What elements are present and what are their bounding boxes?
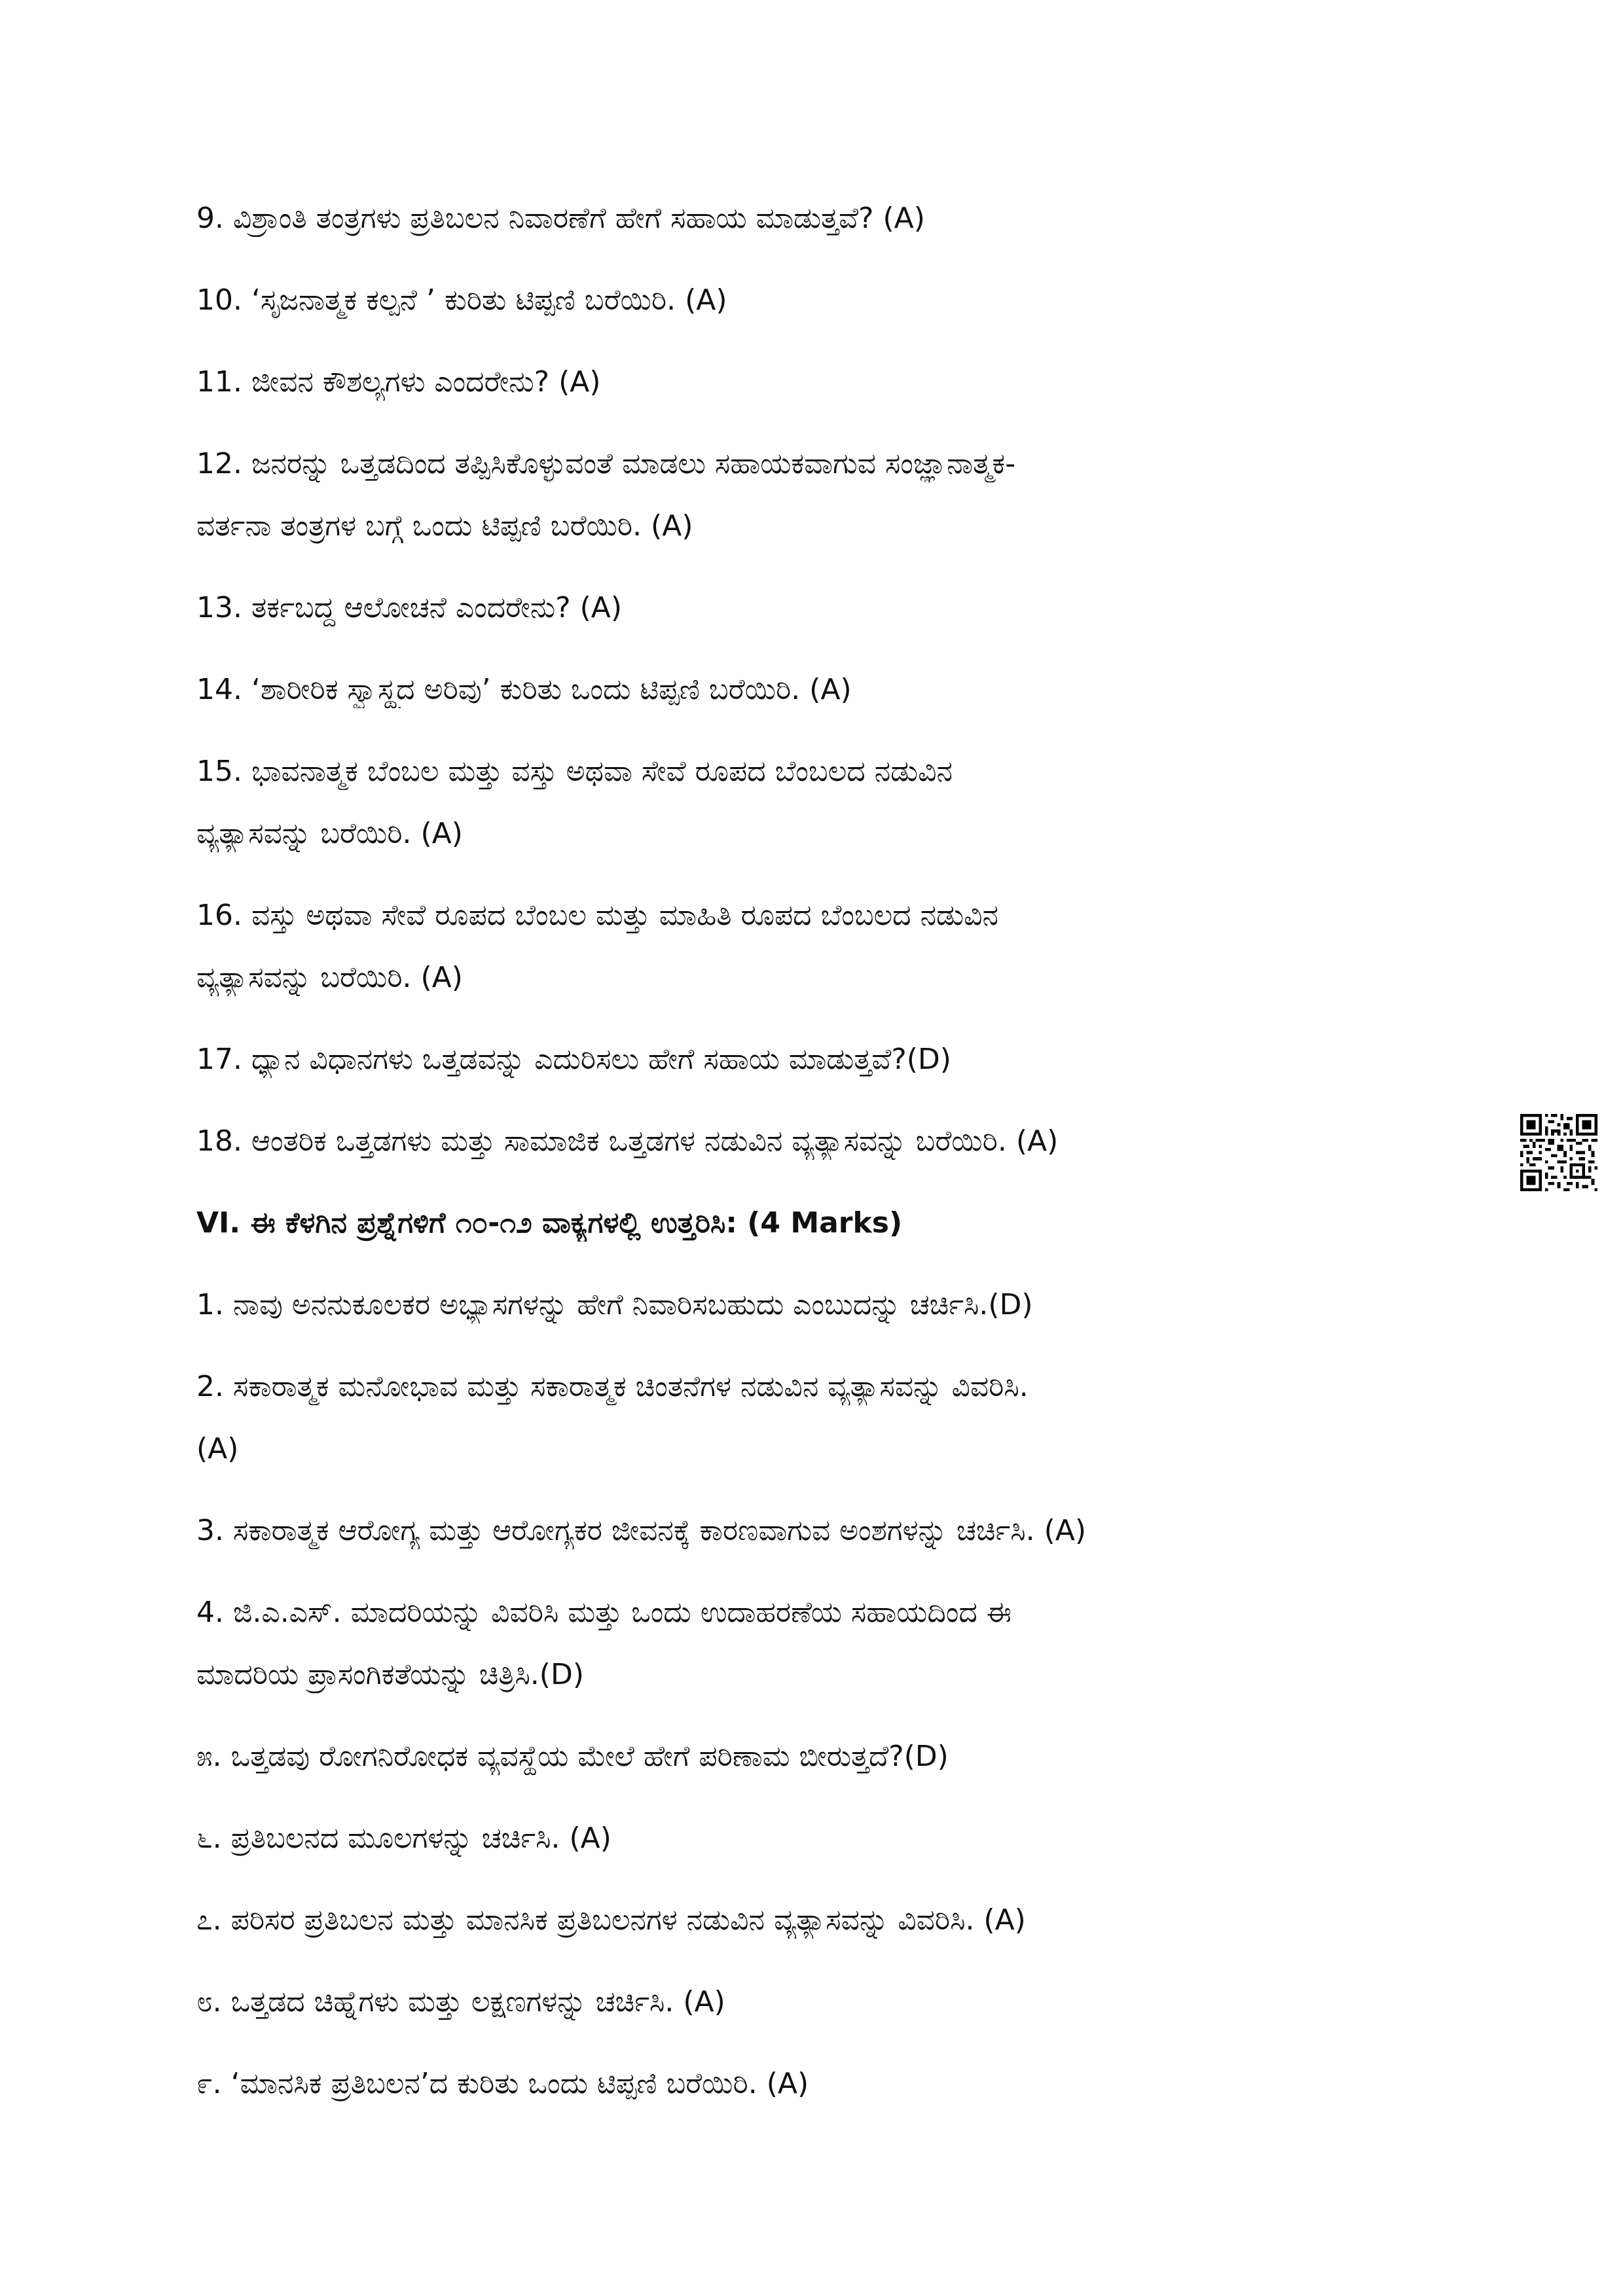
question-line: 1. ನಾವು ಅನನುಕೂಲಕರ ಅಭ್ಯಾಸಗಳನ್ನು ಹೇಗೆ ನಿವಾರಿಸಬಹುದು ಎಂಬುದನ್ನು ಚರ್ಚಿಸಿ.(D) (196, 1288, 1033, 1321)
question-line: ೯. ‘ಮಾನಸಿಕ ಪ್ರತಿಬಲನ’ದ ಕುರಿತು ಒಂದು ಟಿಪ್ಪಣಿ ಬರೆಯಿರಿ. (A) (196, 2067, 809, 2100)
question-line: 16. ವಸ್ತು ಅಥವಾ ಸೇವೆ ರೂಪದ ಬೆಂಬಲ ಮತ್ತು ಮಾಹಿತಿ ರೂಪದ ಬೆಂಬಲದ ನಡುವಿನ (196, 899, 998, 932)
question-line: ೫. ಒತ್ತಡವು ರೋಗನಿರೋಧಕ ವ್ಯವಸ್ಥೆಯ ಮೇಲೆ ಹೇಗೆ ಪರಿಣಾಮ ಬೀರುತ್ತದೆ?(D) (196, 1740, 949, 1773)
question-line: 14. ‘ಶಾರೀರಿಕ ಸ್ವಾಸ್ಥ್ಯದ ಅರಿವು’ ಕುರಿತು ಒಂದು ಟಿಪ್ಪಣಿ ಬರೆಯಿರಿ. (A) (196, 673, 852, 706)
question-line-continuation: (A) (196, 1432, 239, 1465)
question-line-continuation: ವರ್ತನಾ ತಂತ್ರಗಳ ಬಗ್ಗೆ ಒಂದು ಟಿಪ್ಪಣಿ ಬರೆಯಿರಿ. (A) (196, 509, 693, 543)
question-line: 3. ಸಕಾರಾತ್ಮಕ ಆರೋಗ್ಯ ಮತ್ತು ಆರೋಗ್ಯಕರ ಜೀವನಕ್ಕೆ ಕಾರಣವಾಗುವ ಅಂಶಗಳನ್ನು ಚರ್ಚಿಸಿ. (A) (196, 1514, 1087, 1547)
question-line: ೭. ಪರಿಸರ ಪ್ರತಿಬಲನ ಮತ್ತು ಮಾನಸಿಕ ಪ್ರತಿಬಲನಗಳ ನಡುವಿನ ವ್ಯತ್ಯಾಸವನ್ನು ವಿವರಿಸಿ. (A) (196, 1903, 1026, 1937)
question-line-continuation: ವ್ಯತ್ಯಾಸವನ್ನು ಬರೆಯಿರಿ. (A) (196, 961, 463, 994)
question-line: 15. ಭಾವನಾತ್ಮಕ ಬೆಂಬಲ ಮತ್ತು ವಸ್ತು ಅಥವಾ ಸೇವೆ ರೂಪದ ಬೆಂಬಲದ ನಡುವಿನ (196, 755, 953, 788)
question-line: ೬. ಪ್ರತಿಬಲನದ ಮೂಲಗಳನ್ನು ಚರ್ಚಿಸಿ. (A) (196, 1821, 611, 1855)
question-line-continuation: ವ್ಯತ್ಯಾಸವನ್ನು ಬರೆಯಿರಿ. (A) (196, 817, 463, 850)
question-line: 13. ತರ್ಕಬದ್ಧ ಆಲೋಚನೆ ಎಂದರೇನು? (A) (196, 591, 623, 624)
question-line: 10. ‘ಸೃಜನಾತ್ಮಕ ಕಲ್ಪನೆ ’ ಕುರಿತು ಟಿಪ್ಪಣಿ ಬರೆಯಿರಿ. (A) (196, 283, 727, 317)
question-line: 9. ವಿಶ್ರಾಂತಿ ತಂತ್ರಗಳು ಪ್ರತಿಬಲನ ನಿವಾರಣೆಗೆ ಹೇಗೆ ಸಹಾಯ ಮಾಡುತ್ತವೆ? (A) (196, 202, 925, 235)
section-heading: VI. ಈ ಕೆಳಗಿನ ಪ್ರಶ್ನೆಗಳಿಗೆ ೧೦-೧೨ ವಾಕ್ಯಗಳಲ್ಲಿ ಉತ್ತರಿಸಿ: (4 Marks) (196, 1206, 903, 1240)
question-line: 18. ಆಂತರಿಕ ಒತ್ತಡಗಳು ಮತ್ತು ಸಾಮಾಜಿಕ ಒತ್ತಡಗಳ ನಡುವಿನ ವ್ಯತ್ಯಾಸವನ್ನು ಬರೆಯಿರಿ. (A) (196, 1124, 1059, 1158)
question-line: 17. ಧ್ಯಾನ ವಿಧಾನಗಳು ಒತ್ತಡವನ್ನು ಎದುರಿಸಲು ಹೇಗೆ ಸಹಾಯ ಮಾಡುತ್ತವೆ?(D) (196, 1043, 951, 1076)
question-line: 12. ಜನರನ್ನು ಒತ್ತಡದಿಂದ ತಪ್ಪಿಸಿಕೊಳ್ಳುವಂತೆ ಮಾಡಲು ಸಹಾಯಕವಾಗುವ ಸಂಜ್ಞಾನಾತ್ಮಕ- (196, 447, 1016, 480)
question-line: 4. ಜಿ.ಎ.ಎಸ್. ಮಾದರಿಯನ್ನು ವಿವರಿಸಿ ಮತ್ತು ಒಂದು ಉದಾಹರಣೆಯ ಸಹಾಯದಿಂದ ಈ (196, 1596, 1012, 1629)
question-line: ೮. ಒತ್ತಡದ ಚಿಹ್ನೆಗಳು ಮತ್ತು ಲಕ್ಷಣಗಳನ್ನು ಚರ್ಚಿಸಿ. (A) (196, 1985, 725, 2018)
question-line: 2. ಸಕಾರಾತ್ಮಕ ಮನೋಭಾವ ಮತ್ತು ಸಕಾರಾತ್ಮಕ ಚಿಂತನೆಗಳ ನಡುವಿನ ವ್ಯತ್ಯಾಸವನ್ನು ವಿವರಿಸಿ. (196, 1370, 1029, 1403)
qr-code-icon[interactable] (1520, 1114, 1597, 1191)
question-line-continuation: ಮಾದರಿಯ ಪ್ರಾಸಂಗಿಕತೆಯನ್ನು ಚಿತ್ರಿಸಿ.(D) (196, 1658, 585, 1691)
question-line: 11. ಜೀವನ ಕೌಶಲ್ಯಗಳು ಎಂದರೇನು? (A) (196, 365, 601, 399)
